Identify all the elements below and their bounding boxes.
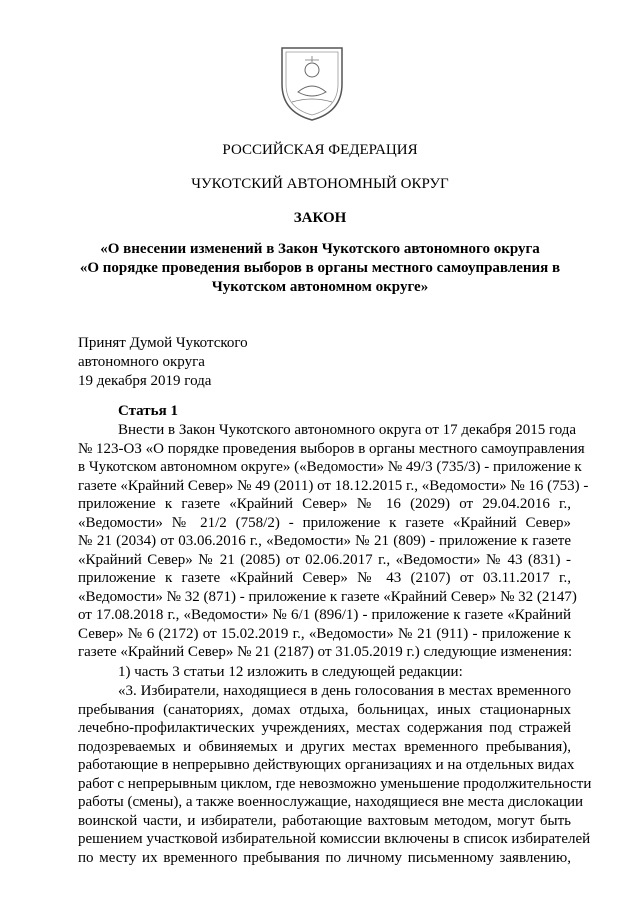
- paragraph-line: подозреваемых и обвиняемых и других местах временного пребывания),: [78, 738, 571, 755]
- adoption-line: Принят Думой Чукотского: [78, 335, 248, 351]
- paragraph-line: «3. Избиратели, находящиеся в день голосования в местах временного: [118, 683, 571, 699]
- law-title-line: Чукотском автономном округе»: [211, 279, 429, 295]
- chukotka-coat-of-arms-icon: [272, 40, 352, 124]
- paragraph-line: воинской части, и избиратели, работающие вахтовым методом, могут быть: [78, 812, 571, 829]
- paragraph-line: «Крайний Север» № 21 (2085) от 02.06.2017 г., «Ведомости» № 43 (831) -: [78, 551, 571, 568]
- adoption-line: автономного округа: [78, 354, 205, 370]
- paragraph-line: работы (смены), а также военнослужащие, находящиеся вне места дислокации: [78, 794, 584, 810]
- paragraph-line: Север» № 6 (2172) от 15.02.2019 г., «Ведомости» № 21 (911) - приложение к: [78, 625, 571, 642]
- paragraph-line: «Ведомости» № 21/2 (758/2) - приложение к газете «Крайний Север»: [78, 514, 571, 531]
- law-title-line: «О порядке проведения выборов в органы местного самоуправления в: [79, 260, 561, 276]
- paragraph-line: газете «Крайний Север» № 21 (2187) от 31.05.2019 г.) следующие изменения:: [78, 644, 573, 660]
- law-title: [60, 240, 580, 297]
- adoption-date: 19 декабря 2019 года: [78, 373, 212, 389]
- paragraph-line: пребывания (санаториях, домах отдыха, больницах, иных стационарных: [78, 701, 571, 718]
- paragraph-line: работающие в непрерывно действующих организациях и на отдельных видах: [78, 757, 575, 773]
- document-type-heading: ЗАКОН: [293, 210, 347, 226]
- paragraph-line: Внести в Закон Чукотского автономного округа от 17 декабря 2015 года: [118, 422, 577, 438]
- paragraph-line: от 17.08.2018 г., «Ведомости» № 6/1 (896/1) - приложение к газете «Крайний: [78, 607, 571, 623]
- law-title-line: «О внесении изменений в Закон Чукотского автономного округа: [100, 241, 540, 257]
- region-heading: ЧУКОТСКИЙ АВТОНОМНЫЙ ОКРУГ: [191, 176, 449, 192]
- amendment-quote: [78, 682, 592, 867]
- paragraph-line: газете «Крайний Север» № 49 (2011) от 18.12.2015 г., «Ведомости» № 16 (753) -: [78, 477, 589, 494]
- paragraph-line: № 123-ОЗ «О порядке проведения выборов в органы местного самоуправления: [78, 440, 585, 457]
- paragraph-line: приложение к газете «Крайний Север» № 43 (2107) от 03.11.2017 г.,: [78, 570, 571, 586]
- paragraph-line: «Ведомости» № 32 (871) - приложение к газете «Крайний Север» № 32 (2147): [78, 588, 577, 605]
- country-heading: РОССИЙСКАЯ ФЕДЕРАЦИЯ: [222, 142, 418, 158]
- adoption-note: [78, 334, 248, 391]
- paragraph-line: в Чукотском автономном округе» («Ведомости» № 49/3 (735/3) - приложение к: [78, 459, 582, 475]
- paragraph-line: решением участковой избирательной комиссии включены в список избирателей: [78, 831, 591, 847]
- amendment-item-1: 1) часть 3 статьи 12 изложить в следующей редакции:: [118, 664, 463, 680]
- paragraph-line: приложение к газете «Крайний Север» № 16 (2029) от 29.04.2016 г.,: [78, 496, 571, 512]
- paragraph-line: работ с непрерывным циклом, где невозможно уменьшение продолжительности: [78, 775, 592, 792]
- article-heading: Статья 1: [118, 403, 178, 419]
- paragraph-line: по месту их временного пребывания по личному письменному заявлению,: [78, 849, 571, 866]
- article-text: [78, 421, 589, 662]
- paragraph-line: № 21 (2034) от 03.06.2016 г., «Ведомости» № 21 (809) - приложение к газете: [78, 533, 571, 549]
- paragraph-line: лечебно-профилактических учреждениях, местах содержания под стражей: [78, 720, 571, 736]
